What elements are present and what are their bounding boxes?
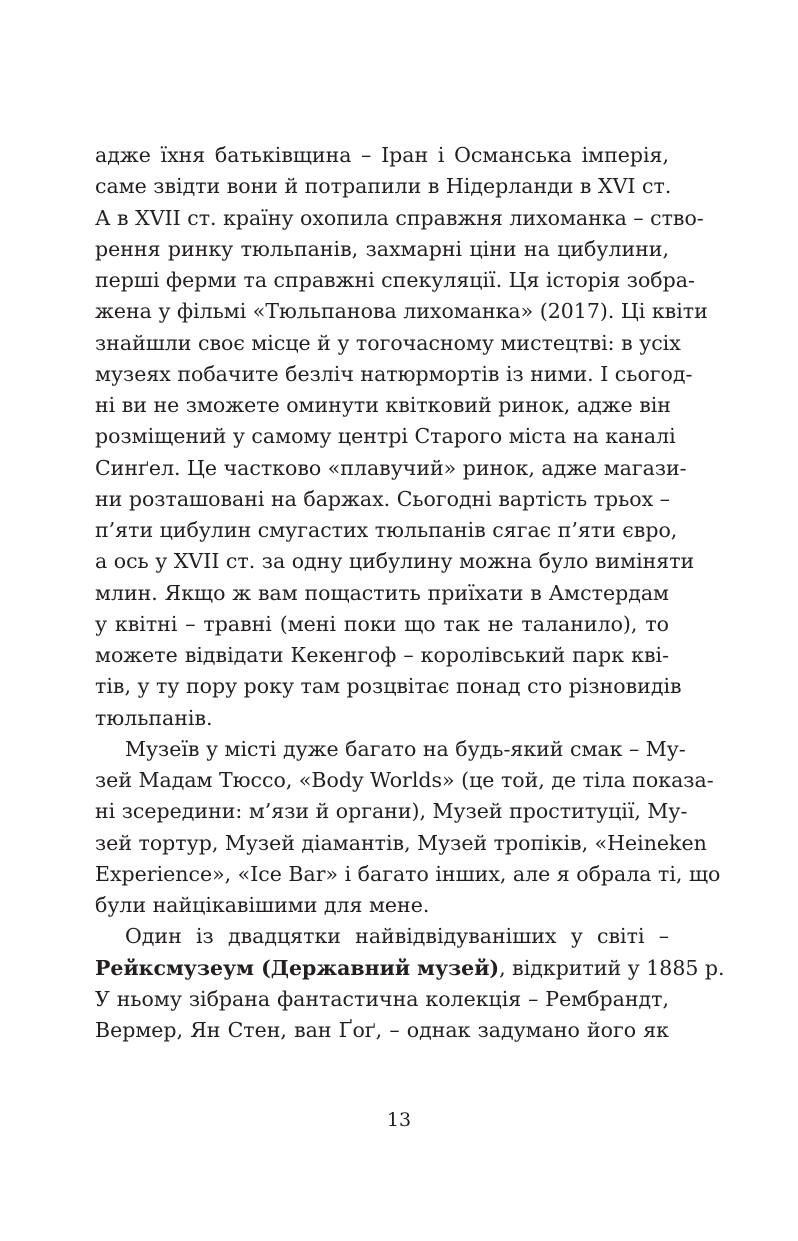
museum-name-bold: Рейксмузеум (Державний музей) [95,955,500,980]
text-line: тів, у ту пору року там розцвітає понад сто різновидів [95,674,682,699]
text-fragment: , відкритий у 1885 р. [499,955,725,980]
text-line: А в XVII ст. країну охопила справжня лихоманка – ство- [95,205,704,230]
text-line: музеях побачите безліч натюрмортів із ними. І сьогод- [95,361,693,386]
text-line: Синґел. Це частково «плавучий» ринок, адже магази- [95,455,687,480]
text-line: ні ви не зможете оминути квітковий ринок, адже він [95,393,671,417]
text-line: знайшли своє місце й у тогочасному мистецтві: в усіх [95,330,681,355]
page-body-text [95,140,725,1046]
text-line: ни розташовані на баржах. Сьогодні вартість трьох – [95,486,670,511]
text-line: рення ринку тюльпанів, захмарні ціни на цибулини, [95,236,669,261]
text-line: тюльпанів. [95,705,213,730]
text-line: перші ферми та справжні спекуляції. Ця історія зобра- [95,268,695,292]
text-line: Музеїв у місті дуже багато на будь-який смак – Му- [125,736,686,761]
paragraph-3 [95,921,725,1046]
text-line: Experience», «Ice Bar» і багато інших, але я обрала ті, що [95,861,721,886]
text-line: адже їхня батьківщина – Іран і Османська імперія, [95,143,669,167]
text-line: саме звідти вони й потрапили в Нідерланди в XVI ст. [95,174,672,199]
text-line: розміщений у самому центрі Старого міста на каналі [95,424,676,449]
text-line: Вермер, Ян Стен, ван Ґоґ, – однак задумано його як [95,1018,669,1042]
text-line: були найцікавішими для мене. [95,893,430,917]
paragraph-2 [95,734,721,922]
paragraph-1 [95,140,708,734]
text-line: млин. Якщо ж вам пощастить приїхати в Амстердам [95,580,669,605]
page-number: 13 [386,1109,412,1131]
text-line [95,953,725,984]
text-line: Один із двадцятки найвідвідуваніших у світі – [125,924,669,949]
text-line: ні зсередини: м’язи й органи), Музей проституції, Му- [95,799,688,824]
text-line: у квітні – травні (мені поки що так не таланило), то [95,611,669,636]
text-line: У ньому зібрана фантастична колекція – Рембрандт, [95,986,669,1011]
text-line: можете відвідати Кекенгоф – королівський парк кві- [95,643,669,667]
text-line: зей Мадам Тюссо, «Body Worlds» (це той, де тіла показа- [95,768,714,792]
text-line: а ось у XVII ст. за одну цибулину можна було виміняти [95,549,695,574]
text-line: жена у фільмі «Тюльпанова лихоманка» (2017). Ці квіти [95,299,708,324]
text-line: п’яти цибулин смугастих тюльпанів сягає п’яти євро, [95,518,678,542]
text-line: зей тортур, Музей діамантів, Музей тропіків, «Heineken [95,830,707,855]
